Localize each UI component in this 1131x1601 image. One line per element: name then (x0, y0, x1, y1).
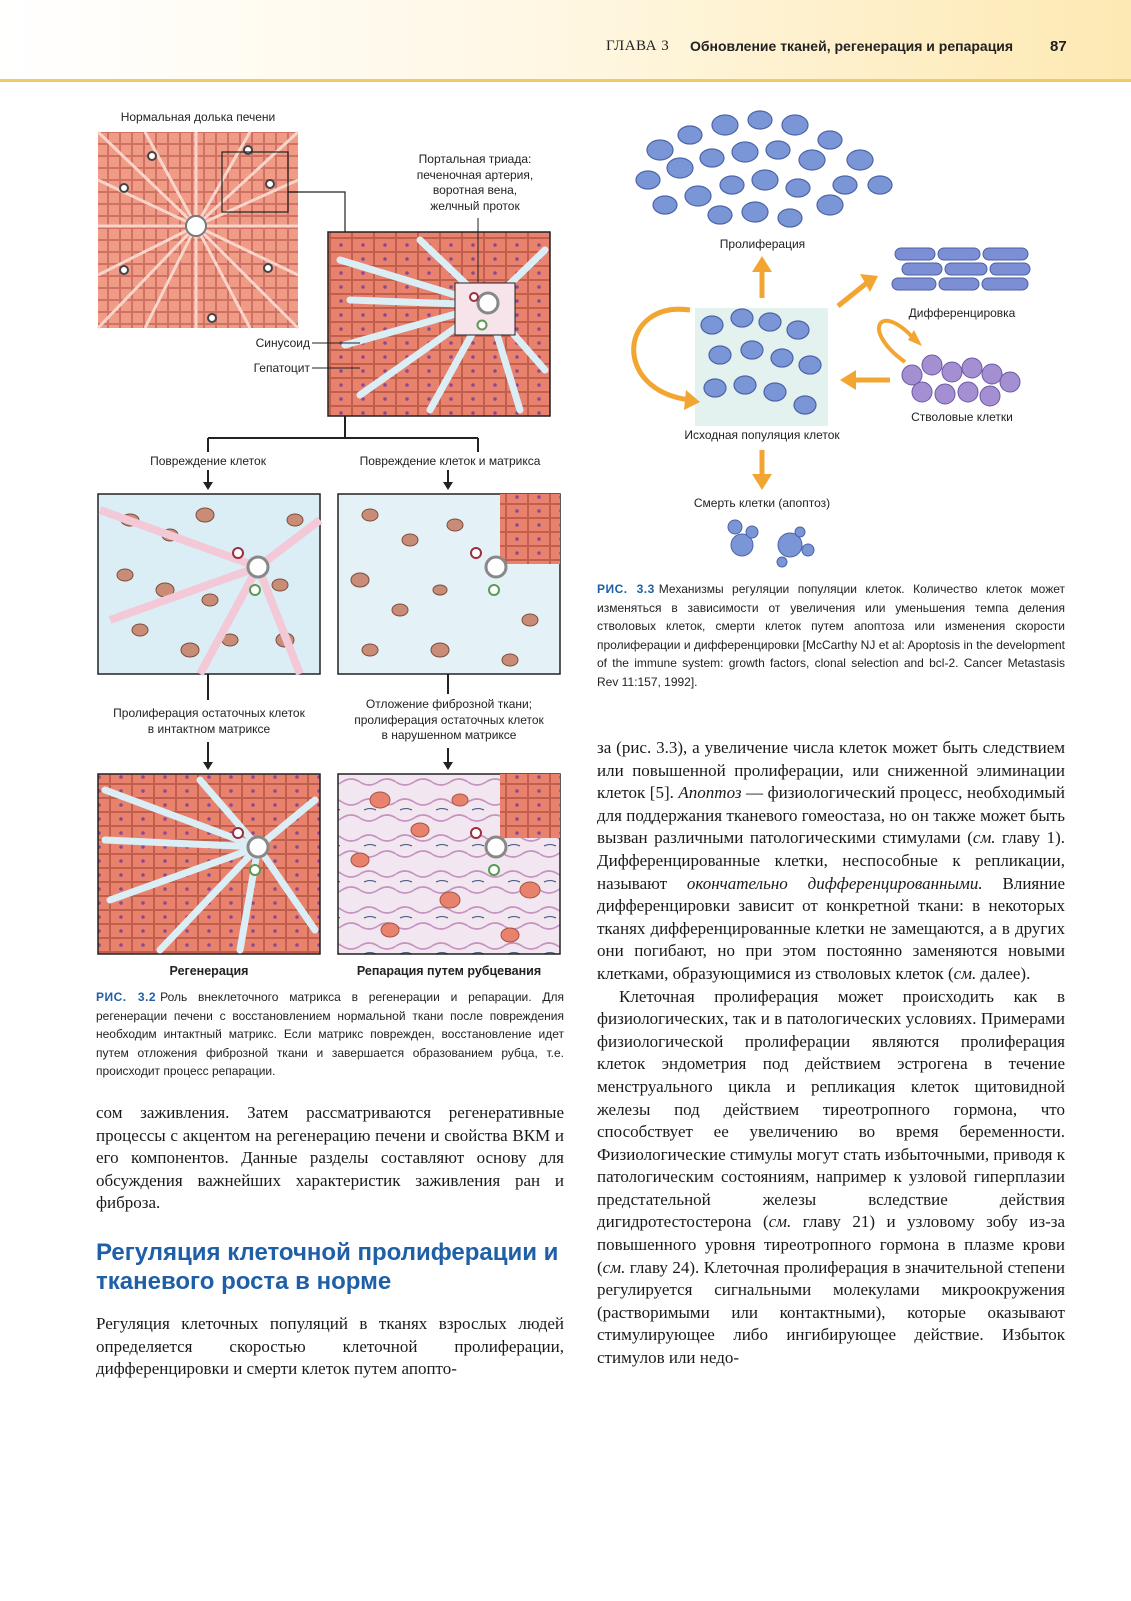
label-proliferation: Пролиферация (719, 237, 806, 251)
label-sinusoid: Синусоид (255, 336, 310, 350)
right-column-text (597, 737, 1065, 1370)
apoptotic-cells (728, 520, 814, 567)
text-run: главу 24). Клеточная пролиферация в значительной степени регулируется сигнальными молекулами микроокружения (растворимыми или контактными), которые оказывают стимулирующее либо ингибирующее действие. Избыток стимулов или недо- (597, 1257, 1065, 1368)
caption-text: Механизмы регуляции популяции клеток. Количество клеток может изменяться в зависимости от увеличения или уменьшения темпа деления стволовых клеток, смерти клеток путем апоптоза или изменения скорости пролиферации и дифференцировки [McCarthy NJ et al: Apoptosis in the development of the immune system: growth factors, clonal selection and bcl-2. Cancer Metastasis Rev 11:157, 1992]. (597, 582, 1065, 689)
see-reference: см. (602, 1257, 626, 1277)
differentiated-cells (892, 248, 1030, 290)
normal-liver-lobule (98, 132, 345, 328)
label-scar-repair: Репарация путем рубцевания (356, 964, 542, 978)
label-prolif-fibrous: Отложение фиброзной ткани; пролиферация остаточных клеток в нарушенном матриксе (354, 697, 544, 743)
panel-cell-injury (98, 494, 320, 674)
panel-cell-matrix-injury (338, 494, 560, 674)
text-run: главу 21) и узловому зобу из-за повышенного уровня тиреотропного гормона в плазме крови ( (597, 1212, 1065, 1277)
text-run: за (рис. 3.3), а увеличение числа клеток может быть следствием или повышенной пролиферации, или сниженной элиминации клеток [5]. (597, 738, 1065, 803)
left-paragraph-2 (96, 1313, 564, 1381)
caption-text: Роль внеклеточного матрикса в регенерации и репарации. Для регенерации печени с восстановлением нормальной ткани после повреждения необходим интактный матрикс. Если матрикс поврежден, восстановление идет путем отложения фиброзной ткани и завершается образованием рубца, т.е. происходит процесс репарации. (96, 990, 564, 1079)
see-reference: см. (972, 828, 996, 848)
panel-scar-repair (338, 774, 560, 954)
stem-cells (902, 355, 1020, 406)
enlarged-lobule-panel (312, 218, 550, 416)
label-cell-matrix-injury: Повреждение клеток и матрикса (359, 454, 541, 468)
label-initial-population: Исходная популяция клеток (684, 428, 840, 442)
term-apoptosis: Апоптоз (678, 783, 742, 803)
text-run: далее). (976, 963, 1031, 983)
label-hepatocyte: Гепатоцит (253, 361, 310, 375)
text-run: Клеточная пролиферация может происходить как в физиологических, так и в патологических условиях. Примерами физиологической пролиферации являются пролиферация клеток эндометрия под действием эстрогена в течение менструального цикла и репликация клеток щитовидной железы под действием тиреотропного гормона, что способствует ее увеличению во время беременности. Физиологические стимулы могут стать избыточными, приводя к патологическим состояниям, например к узловой гиперплазии предстательной железы вследствие действия дигидротестостерона ( (597, 986, 1065, 1232)
right-paragraph-1 (597, 737, 1065, 986)
label-stem-cells: Стволовые клетки (911, 410, 1013, 424)
figure-3-2-caption (96, 988, 564, 1081)
chapter-label: ГЛАВА 3 (606, 38, 670, 54)
page-number: 87 (1050, 38, 1067, 55)
label-regeneration: Регенерация (169, 964, 249, 978)
text-run: Влияние дифференцировки зависит от конкретной ткани: в некоторых тканях дифференцированные клетки не замещаются, а в других они погибают, но при этом постоянно заменяются новыми клетками, образующимися из стволовых клеток ( (597, 873, 1065, 983)
panel-regeneration (98, 774, 320, 954)
caption-number: РИС. 3.3 (597, 582, 655, 596)
text-run: главу 1). Дифференцированные клетки, неспособные к репликации, называют (597, 828, 1065, 893)
paragraph-text: Регуляция клеточных популяций в тканях взрослых людей определяется скоростью клеточной пролиферации, дифференцировки и смерти клеток путем апопто- (96, 1314, 564, 1379)
label-portal-triad: Портальная триада: печеночная артерия, воротная вена, желчный проток (416, 152, 534, 213)
paragraph-text: сом заживления. Затем рассматриваются регенеративные процессы с акцентом на регенерацию печени и свойства ВКМ и его компонентов. Данные разделы составляют основу для обсуждения важнейших характеристик заживления ран и фиброза. (96, 1103, 564, 1213)
figure-3-3-caption (597, 580, 1065, 692)
term-terminally-differentiated: окончательно дифференцированными. (686, 873, 983, 893)
section-heading: Регуляция клеточной пролиферации и тканевого роста в норме (96, 1239, 559, 1295)
text-run: — физиологический процесс, необходимый для поддержания тканевого гомеостаза, но он также может быть вызван различными патологическими стимулами ( (597, 783, 1065, 848)
label-cell-death: Смерть клетки (апоптоз) (693, 496, 831, 510)
chapter-title: Обновление тканей, регенерация и репарация (690, 38, 1014, 54)
proliferation-cluster (636, 111, 892, 227)
label-cell-injury: Повреждение клеток (150, 454, 266, 468)
caption-number: РИС. 3.2 (96, 990, 157, 1004)
right-paragraph-2 (597, 986, 1065, 1370)
label-differentiation: Дифференцировка (908, 306, 1016, 320)
left-paragraph-1 (96, 1102, 564, 1215)
see-reference: см. (768, 1212, 792, 1232)
label-normal-lobule: Нормальная долька печени (120, 110, 276, 124)
see-reference: см. (953, 963, 977, 983)
label-prolif-intact: Пролиферация остаточных клеток в интактном матриксе (113, 706, 305, 736)
